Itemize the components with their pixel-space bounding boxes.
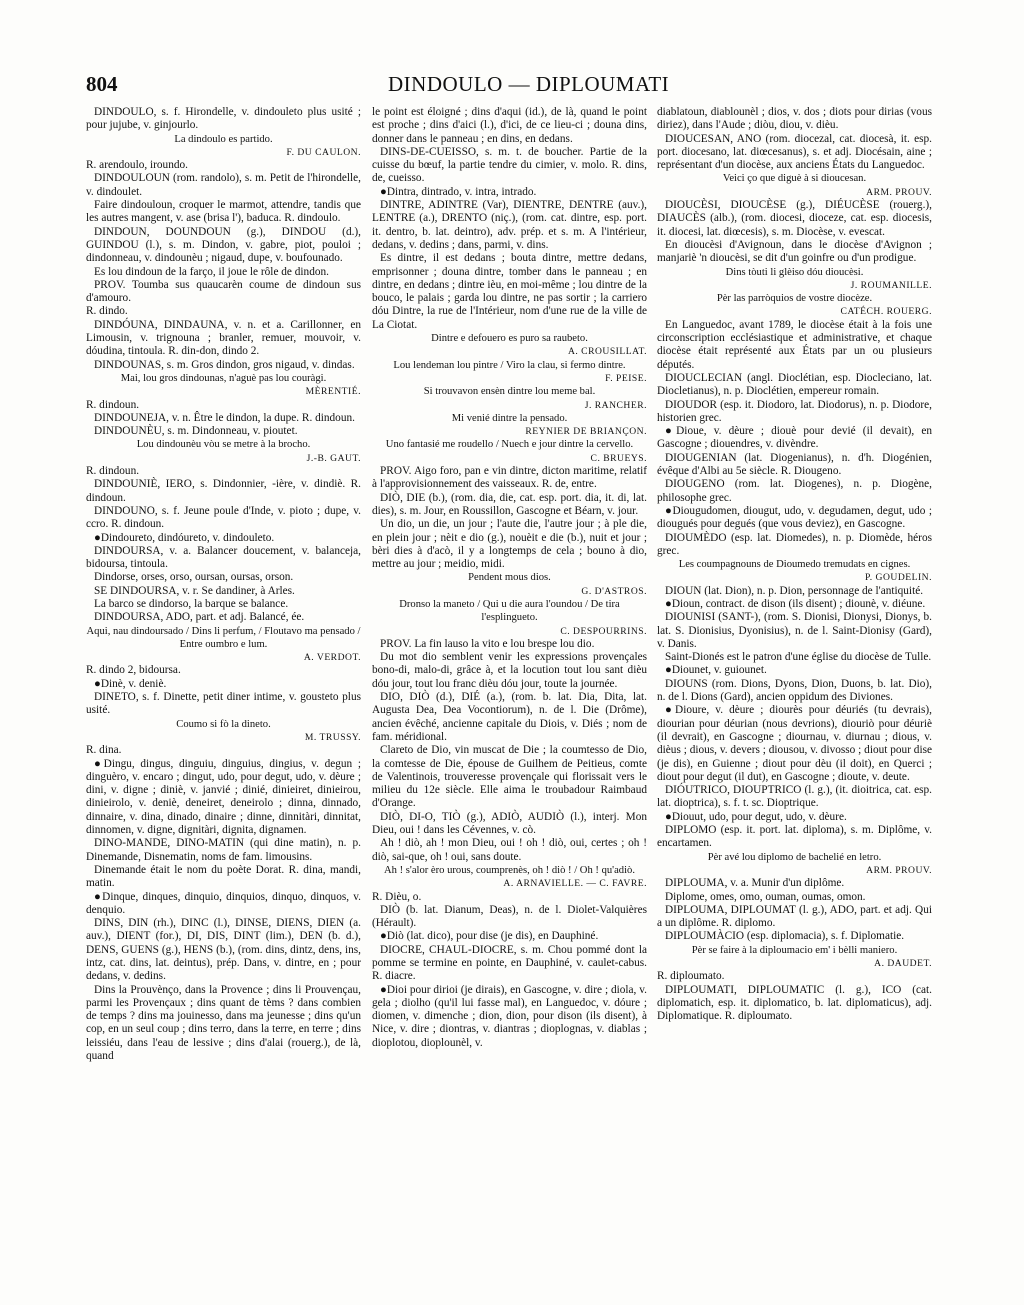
dictionary-entry: DINS-DE-CUEISSO, s. m. t. de boucher. Partie de la cuisse du bœuf, la partie tendre du cimier, v. molo. R. dins, de, cueisso. xyxy=(372,145,647,185)
dictionary-entry: ●Dioun, contract. de dison (ils disent) ; diounè, v. diéune. xyxy=(665,597,926,610)
quotation-author: A. ARNAVIELLE. — C. FAVRE. xyxy=(503,878,647,890)
entry-continuation: le point est éloigné ; dins d'aqui (id.), de là, quand le point est proche ; dins d'aici (l.), d'ici, de ce lieu-ci ; douna dins, donner dans le panneau ; en dins, en dedans. xyxy=(372,106,647,145)
dictionary-entry: PROV. Aigo foro, pan e vin dintre, dicton maritime, relatif à l'approvisionnement des vaisseaux. R. de, entre. xyxy=(372,465,647,491)
dictionary-entry: ●Diounet, v. guiounet. xyxy=(665,664,767,677)
dictionary-entry: DIÓUTRICO, DIOUPTRICO (l. g.), (it. dioitrica, cat. esp. lat. dioptrica), s. f. t. sc. Dioptrique. xyxy=(657,784,932,810)
quotation: Uno fantasié me roudello / Nuech e jour dintre la cervello. xyxy=(385,439,634,451)
dictionary-entry: Dinemande était le nom du poète Dorat. R. dina, mandi, matin. xyxy=(86,863,361,890)
dictionary-entry: DIPLOUMA, DIPLOUMAT (l. g.), ADO, part. et adj. Qui a un diplôme. R. diplomo. xyxy=(657,903,932,930)
dictionary-entry: DIOUGENIAN (lat. Diogenianus), n. d'h. Diogénien, évêque d'Albi au 5e siècle. R. Diougeno. xyxy=(657,451,932,478)
dictionary-entry: DINDOURSA, ADO, part. et adj. Balancé, ée. xyxy=(94,611,305,624)
quotation: Pendent mous dios. xyxy=(468,572,551,584)
quotation-author: ARM. PROUV. xyxy=(866,864,932,876)
dictionary-entry: DIOUDOR (esp. it. Diodoro, lat. Diodorus), n. p. Diodore, historien grec. xyxy=(657,398,932,424)
dictionary-entry: PROV. Toumba sus quaucarèn coume de dindoun sus d'amouro. xyxy=(86,278,361,305)
quotation-author: C. BRUEYS. xyxy=(590,452,647,464)
dictionary-entry: Du mot dio semblent venir les expressions provençales bono-di, malo-di, grâce à, et la locution tout lou sant dièu dóu jour, tout lou franc dièu dóu jour, toute la journée. xyxy=(372,651,647,690)
dictionary-entry: ●Dingu, dingus, dinguiu, dinguius, dingius, v. degun ; dinguèro, v. encaro ; dingut, udo, pour degut, udo, v. dèure ; dini, v. digne ; diniè, v. janvié ; dinié, dinieiret, dinieirou, dinieirolo, v. deniè, deneiret, deneirolo ; dinna, dinnado, dinnaire, v. dina, dinado, dinaire ; dinne, dinnitàri, dinnitat, dinnomen, v. digne, dignitàri, dignita, dignamen. xyxy=(86,757,361,837)
entry-continuation: R. dindo. xyxy=(86,305,128,318)
quotation: Aqui, nau dindoursado / Dins li perfum, / Floutavo ma pensado / Entre oumbro e lum. xyxy=(86,625,361,650)
quotation: Les coumpagnouns de Dioumedo tremudats en cignes. xyxy=(678,559,911,571)
dictionary-entry: Es dintre, il est dedans ; bouta dintre, mettre dedans, emprisonner ; douna dintre, tomber dans le panneau ; en dintre, en dedans ; dintre ièu, en moi-même ; lou dintre de la bouco, le palais ; garda lou dintre, ne pas sortir ; la carriero dóu Dintre, la rue de l'Intérieur, nom d'une rue de la ville de La Ciotat. xyxy=(372,252,647,331)
quotation: Lou dindounèu vòu se metre à la brocho. xyxy=(136,439,311,451)
quotation: Pèr las parròquios de vostre diocèze. xyxy=(716,293,873,305)
quotation: Si trouvavon ensèn dintre lou meme bal. xyxy=(423,386,596,398)
quotation: Dronso la maneto / Qui u die aura l'oundou / De tira l'esplingueto. xyxy=(399,598,620,624)
dictionary-entry: ●Diò (lat. dico), pour dise (je dis), en Dauphiné. xyxy=(380,930,599,943)
dictionary-entry: DIOCRE, CHAUL-DIOCRE, s. m. Chou pommé dont la pomme se termine en pointe, en Dauphiné, v. caulet-cabus. R. diacre. xyxy=(372,943,647,983)
dictionary-entry: ●Diouut, udo, pour degut, udo, v. dèure. xyxy=(665,810,847,823)
dictionary-entry: DINDOUNIÈ, IERO, s. Dindonnier, -ière, v. dindiè. R. dindoun. xyxy=(86,478,361,504)
dictionary-entry: DINDOUNÈU, s. m. Dindonneau, v. pioutet. xyxy=(94,425,298,438)
dictionary-entry: Un dio, un die, un jour ; l'aute die, l'autre jour ; à ple die, en plein jour ; nèit e dio (g.), nouèit e die (b.), nuit et jour ; bèri dies à d'acò, il y a longtemps de cela ; bouno à dio, mettre au jour ; meidio, midi. xyxy=(372,518,647,571)
dictionary-entry: ●Dioi pour dirioi (je dirais), en Gascogne, v. dire ; diola, v. gela ; diolho (qu'il lui fasse mal), en Languedoc, v. dóure ; diomen, v. dimenche ; dion, dion, pour dison (ils disent), à Nice, v. dire ; diontras, v. diantras ; dioplognas, v. diablas ; dioplotou, dioplounèl, v. xyxy=(372,983,647,1049)
dictionary-entry: SE DINDOURSA, v. r. Se dandiner, à Arles. xyxy=(94,584,295,597)
dictionary-entry: DINDOUNAS, s. m. Gros dindon, gros nigaud, v. dindas. xyxy=(94,358,355,371)
quotation: La dindoulo es partido. xyxy=(174,133,273,145)
dictionary-entry: Faire dindouloun, croquer le marmot, attendre, tandis que les autres mangent, v. ase (brisa l'), baduca. R. dindoulo. xyxy=(86,199,361,225)
dictionary-entry: ●Diougudomen, diougut, udo, v. degudamen, degut, udo ; diougués pour degués (que vous deviez), en Gascogne. xyxy=(657,504,932,531)
dictionary-entry: DINETO, s. f. Dinette, petit diner intime, v. gousteto plus usité. xyxy=(86,691,361,717)
quotation: Dins tòuti li glèiso dóu dioucèsi. xyxy=(725,266,864,278)
dictionary-entry: DIPLOMO (esp. it. port. lat. diploma), s. m. Diplôme, v. encartamen. xyxy=(657,824,932,850)
column-1 xyxy=(86,106,361,1286)
running-title: DINDOULO — DIPLOUMATI xyxy=(388,72,670,96)
page-number: 804 xyxy=(86,72,118,96)
dictionary-entry: DINDOULOUN (rom. randolo), s. m. Petit de l'hirondelle, v. dindoulet. xyxy=(86,172,361,198)
dictionary-entry: DIPLOUMATI, DIPLOUMATIC (l. g.), ICO (cat. diplomatich, esp. it. diplomatico, b. lat. diplomaticus), adj. Diplomatique. R. diploumato. xyxy=(657,983,932,1023)
quotation: Coumo si fò la dineto. xyxy=(176,718,271,730)
dictionary-entry: DIOUNS (rom. Dions, Dyons, Dion, Duons, b. lat. Dio), n. de l. Dions (Gard), ancien oppidum des Diviones. xyxy=(657,677,932,704)
entry-continuation: R. dindoun. xyxy=(86,465,140,478)
quotation: Mai, lou gros dindounas, n'aguè pas lou couràgi. xyxy=(120,372,327,384)
dictionary-entry: DINDOUNO, s. f. Jeune poule d'Inde, v. pioto ; dupe, v. ccro. R. dindoun. xyxy=(86,504,361,531)
dictionary-entry: ●Dioure, v. dèure ; diourès pour déuriés (tu devrais), diourian pour déurian (nous devrions), diouriò pour déuriè (il devrait), en Gascogne ; diournau, v. diurnau ; dious, v. dièus ; dious, v. devers ; diousou, v. divosso ; diout pour dise (je dis), en Guienne ; diout pour dèu (il doit), en Querci ; diout pour degut (il dut), en Gascogne ; dioute, v. deute. xyxy=(657,704,932,783)
entry-continuation: R. dindo 2, bidoursa. xyxy=(86,664,181,677)
dictionary-entry: DIOUCESAN, ANO (rom. diocezal, cat. diocesà, it. esp. port. diocesano, lat. diœcesanus), s. et adj. Diocésain, aine ; représentant d'un diocèse, aux anciens États du Languedoc. xyxy=(657,132,932,172)
dictionary-entry: Es lou dindoun de la farço, il joue le rôle de dindon. xyxy=(94,265,329,278)
dictionary-entry: PROV. La fin lauso la vito e lou brespe lou dio. xyxy=(380,637,595,650)
quotation-author: J. RANCHER. xyxy=(584,399,647,411)
quotation-author: F. PEISE. xyxy=(605,372,647,384)
quotation-author: MÈRENTIÉ. xyxy=(305,386,361,398)
dictionary-entry: DIOUNISI (SANT-), (rom. S. Dionisi, Dionysi, Dionys, b. lat. S. Dionisius, Dyonisius), n. de l. Saint-Dionisy (Gard), v. Danis. xyxy=(657,611,932,650)
dictionary-entry: DIPLOUMÀCIO (esp. diplomacia), s. f. Diplomatie. xyxy=(665,930,905,943)
quotation: Lou lendeman lou pintre / Viro la clau, si fermo dintre. xyxy=(393,359,626,371)
entry-continuation: R. Dièu, o. xyxy=(372,890,422,903)
dictionary-entry: DINDOUN, DOUNDOUN (g.), DINDOU (d.), GUINDOU (l.), s. m. Dindon, v. gabre, piot, pouloi ; dindonneau, v. dindounèu ; nigaud, dupe, v. boufounado. xyxy=(86,225,361,265)
dictionary-entry: ●Dinè, v. deniè. xyxy=(94,677,167,690)
dictionary-entry: DIPLOUMA, v. a. Munir d'un diplôme. xyxy=(665,877,845,890)
entry-continuation: R. dindoun. xyxy=(86,398,140,411)
dictionary-entry: Clareto de Dio, vin muscat de Die ; la coumtesso de Dio, la comtesse de Die, épouse de Guilhem de Peitieus, comte de Valentinois, trouveresse provençale qui florissait vers le milieu du 12e siècle. Elle aima le troubadour Raimbaud d'Orange. xyxy=(372,744,647,810)
dictionary-entry: DIOUCLECIAN (angl. Dioclétian, esp. Diocleciano, lat. Diocletianus), n. p. Dioclétien, empereur romain. xyxy=(657,371,932,398)
quotation: Pèr avé lou diplomo de bachelié en letro. xyxy=(707,851,882,863)
quotation-author: ARM. PROUV. xyxy=(866,186,932,198)
quotation-author: P. GOUDELIN. xyxy=(864,572,932,584)
quotation: Mi venié dintre la pensado. xyxy=(451,412,568,424)
quotation: Ah ! s'alor èro urous, coumprenès, oh ! diò ! / Oh ! qu'adiò. xyxy=(384,864,635,876)
quotation-author: A. CROUSILLAT. xyxy=(567,346,647,358)
dictionary-entry: DINDOUNEJA, v. n. Être le dindon, la dupe. R. dindoun. xyxy=(94,411,355,424)
dictionary-entry: ●Dinque, dinques, dinquio, dinquios, dinquo, dinquos, v. denquio. xyxy=(86,890,361,916)
dictionary-entry: DIOUN (lat. Dion), n. p. Dion, personnage de l'antiquité. xyxy=(665,584,924,597)
entry-continuation: R. arendoulo, iroundo. xyxy=(86,159,188,172)
quotation-author: CATÉCH. ROUERG. xyxy=(840,306,932,318)
dictionary-entry: Dindorse, orses, orso, oursan, oursas, orson. xyxy=(94,571,294,584)
dictionary-entry: DINTRE, ADINTRE (Var), DIENTRE, DENTRE (auv.), LENTRE (a.), DRENTO (niç.), (rom. cat. dintre, esp. port. it. dentro, b. lat. deintro), adv. prép. et s. m. A l'intérieur, dedans, v. dedins ; dans, parmi, v. dins. xyxy=(372,199,647,251)
page-header xyxy=(86,72,946,102)
quotation-author: J.-B. GAUT. xyxy=(306,452,361,464)
quotation-author: A. DAUDET. xyxy=(874,958,932,969)
quotation-author: C. DESPOURRINS. xyxy=(560,625,647,637)
dictionary-entry: ●Dioue, v. dèure ; diouè pour devié (il devait), en Gascogne ; diouendres, v. divèndre. xyxy=(657,425,932,451)
dictionary-entry: ●Dindoureto, dindóureto, v. dindouleto. xyxy=(94,531,275,544)
dictionary-entry: En Languedoc, avant 1789, le diocèse était à la fois une circonscription ecclésiastique et administrative, et chaque diocèse était représenté aux États par un ou plusieurs députés. xyxy=(657,318,932,371)
dictionary-entry: ●Dintra, dintrado, v. intra, intrado. xyxy=(380,185,537,198)
dictionary-entry: En dioucèsi d'Avignoun, dans le diocèse d'Avignon ; manjariè 'n dioucèsi, se dit d'un goinfre ou d'un prodigue. xyxy=(657,238,932,265)
dictionary-entry: DINDOULO, s. f. Hirondelle, v. dindouleto plus usité ; pour jujube, v. ginjourlo. xyxy=(86,106,361,132)
dictionary-entry: Ah ! diò, ah ! mon Dieu, oui ! oh ! diò, oui, certes ; oh ! diò, sai-que, oh ! oui, sans doute. xyxy=(372,837,647,863)
dictionary-entry: DIÒ, DI-O, TIÒ (g.), ADIÒ, AUDIÒ (l.), interj. Mon Dieu, oui ! dans les Cévennes, v. cò. xyxy=(372,810,647,837)
dictionary-entry: DINO-MANDE, DINO-MATIN (qui dine matin), n. p. Dinemande, Disnematin, noms de fam. limousins. xyxy=(86,837,361,863)
dictionary-entry: DIOUCÈSI, DIOUCÈSE (g.), DIÉUCÈSE (rouerg.), DIAUCÈS (alb.), (rom. diocesi, dioceze, cat. esp. diocesis, it. diocesi, lat. diœcesis), s. m. Diocèse, v. evescat. xyxy=(657,199,932,238)
quotation-author: F. DU CAULON. xyxy=(286,146,361,158)
dictionary-entry: DIÒ (b. lat. Dianum, Deas), n. de l. Diolet-Valquières (Hérault). xyxy=(372,903,647,930)
quotation-author: A. VERDOT. xyxy=(303,652,361,664)
quotation: Veici ço que diguè à si dioucesan. xyxy=(722,173,867,185)
entry-continuation: diablatoun, diablounèl ; dios, v. dos ; diots pour dirias (vous diriez), dans l'Aude ; diòu, diou, v. dièu. xyxy=(657,106,932,132)
dictionary-entry: DIOUGENO (rom. lat. Diogenes), n. p. Diogène, philosophe grec. xyxy=(657,478,932,504)
dictionary-entry: DINS, DIN (rh.), DINC (l.), DINSE, DIENS, DIEN (a. auv.), DIENT (for.), DI, DIS, DINT (lim.), DEN (b. d.), DENS, GUENS (g.), HENS (b.), (rom. dins, dintz, dens, ins, intz, cat. dins, lat. deintus), prép. Dans, v. dintre, en ; pour dedans, v. dedins. xyxy=(86,917,361,983)
column-3 xyxy=(657,106,932,1286)
quotation-author: M. TRUSSY. xyxy=(304,731,361,743)
dictionary-entry: Saint-Dionés est le patron d'une église du diocèse de Tulle. xyxy=(665,651,932,664)
entry-continuation: R. dina. xyxy=(86,744,122,757)
dictionary-entry: DINDOURSA, v. a. Balancer doucement, v. balanceja, bidoursa, tintoula. xyxy=(86,544,361,571)
dictionary-entry: DIO, DIÒ (d.), DIÉ (a.), (rom. b. lat. Dia, Dita, lat. Augusta Dea, Dea Vocontiorum), n. de l. Die (Drôme), ancien évêché, ancienne capitale du Diois, v. Diés ; nom de fam. méridional. xyxy=(372,691,647,743)
dictionary-entry: Diplome, omes, omo, ouman, oumas, omon. xyxy=(665,890,866,903)
dictionary-entry: La barco se dindorso, la barque se balance. xyxy=(94,597,289,610)
dictionary-entry: Dins la Prouvènço, dans la Provence ; dins li Prouvençau, parmi les Provençaux ; dins quant de tèms ? dans combien de temps ? dins ma jouinesso, dans ma jeunesse ; dins qu'un cop, en un seul coup ; dins terro, dans la terre, en terre ; dins leissiéu, dans l'eau de lessive ; dins d'alai (rouerg.), de là, quand xyxy=(86,983,361,1063)
dictionary-entry: DIOUMÈDO (esp. lat. Diomedes), n. p. Diomède, héros grec. xyxy=(657,531,932,557)
entry-continuation: R. diploumato. xyxy=(657,970,725,983)
quotation-author: J. ROUMANILLE. xyxy=(850,279,932,291)
quotation-author: REYNIER DE BRIANÇON. xyxy=(525,426,647,438)
dictionary-entry: DINDÓUNA, DINDAUNA, v. n. et a. Carillonner, en Limousin, v. trignouna ; branler, remuer, mouvoir, v. dóudina, tintoula. R. din-don, dindo 2. xyxy=(86,318,361,358)
quotation-author: G. D'ASTROS. xyxy=(581,585,647,597)
quotation: Pèr se faire à la diploumacio em' i bèlli maniero. xyxy=(691,944,898,956)
dictionary-entry: DIÒ, DIE (b.), (rom. dia, die, cat. esp. port. dia, it. di, lat. dies), s. m. Jour, en Roussillon, Gascogne et Béarn, v. jour. xyxy=(372,491,647,517)
column-2 xyxy=(372,106,647,1286)
quotation: Dintre e defouero es puro sa raubeto. xyxy=(431,333,588,345)
